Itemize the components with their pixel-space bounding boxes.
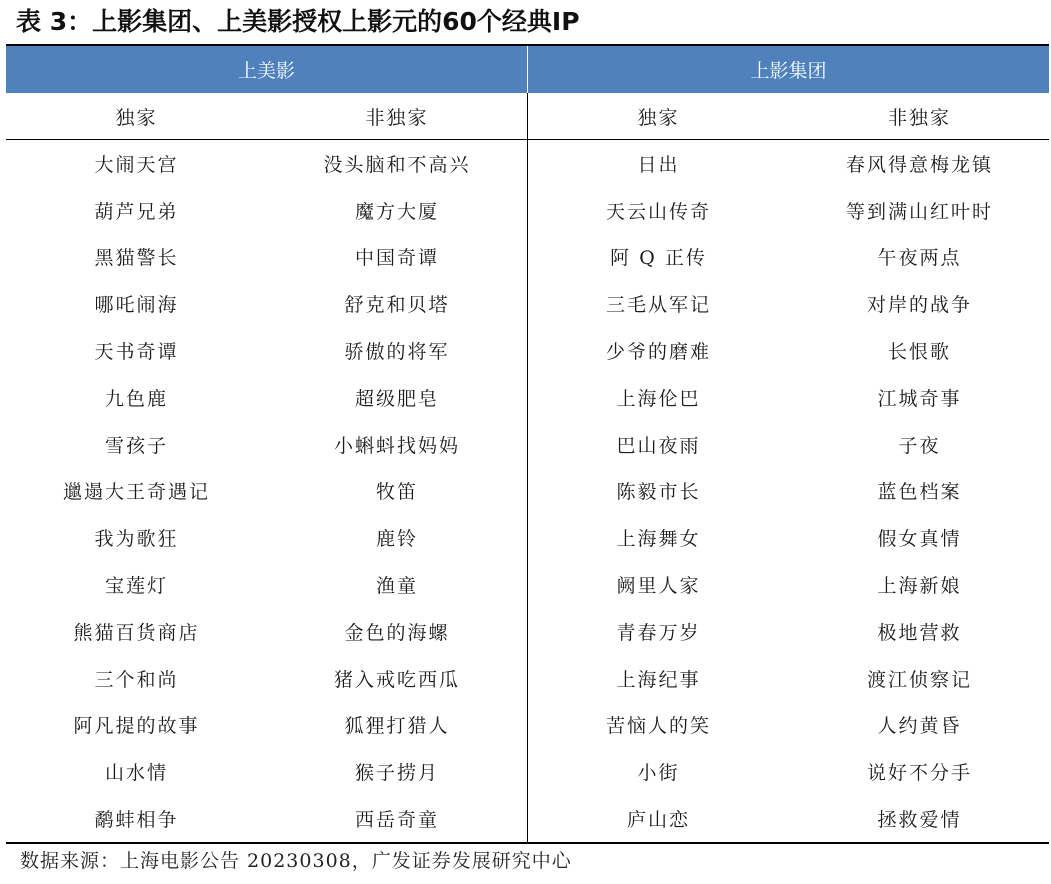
cell-exclusive-shangmeiying: 天书奇谭	[94, 341, 179, 364]
cell-exclusive-shangmeiying: 我为歌狂	[94, 528, 179, 551]
cell-exclusive-shangying: 小街	[637, 762, 680, 785]
cell-exclusive-shangying: 上海舞女	[616, 528, 701, 551]
cell-exclusive-shangying: 阿 Q 正传	[610, 247, 707, 270]
cell-exclusive-shangying: 上海纪事	[616, 668, 701, 691]
table-row	[6, 421, 1049, 468]
subheader-exclusive-right: 独家	[637, 106, 680, 129]
cell-exclusive-shangying: 巴山夜雨	[616, 434, 701, 457]
cell-exclusive-shangying: 陈毅市长	[616, 481, 701, 504]
cell-exclusive-shangmeiying: 熊猫百货商店	[73, 621, 200, 644]
table-body	[6, 140, 1049, 842]
cell-nonexclusive-shangying: 人约黄昏	[877, 715, 962, 738]
cell-exclusive-shangmeiying: 鹬蚌相争	[94, 809, 179, 832]
cell-nonexclusive-shangmeiying: 舒克和贝塔	[267, 280, 528, 327]
table-row	[6, 702, 1049, 749]
table-row	[6, 795, 1049, 842]
cell-exclusive-shangying: 三毛从军记	[605, 294, 711, 317]
cell-exclusive-shangmeiying: 邋遢大王奇遇记	[62, 481, 210, 504]
cell-nonexclusive-shangmeiying: 中国奇谭	[267, 234, 528, 281]
cell-exclusive-shangmeiying: 雪孩子	[104, 434, 168, 457]
cell-nonexclusive-shangying: 长恨歌	[887, 341, 951, 364]
cell-nonexclusive-shangying: 上海新娘	[877, 575, 962, 598]
table-row	[6, 561, 1049, 608]
group-header-shangying-group: 上影集团	[750, 60, 827, 82]
cell-nonexclusive-shangying: 假女真情	[877, 528, 962, 551]
cell-exclusive-shangying: 阙里人家	[616, 575, 701, 598]
cell-exclusive-shangmeiying: 哪吒闹海	[94, 294, 179, 317]
cell-nonexclusive-shangying: 对岸的战争	[866, 294, 972, 317]
cell-nonexclusive-shangying: 江城奇事	[877, 387, 962, 410]
table-row	[6, 514, 1049, 561]
subheader-nonexclusive-right: 非独家	[887, 106, 951, 129]
subheader-exclusive-left: 独家	[115, 106, 158, 129]
subheader-row	[6, 93, 1049, 140]
cell-exclusive-shangmeiying: 山水情	[104, 762, 168, 785]
table-row	[6, 748, 1049, 795]
source-note: 数据来源：上海电影公告 20230308，广发证券发展研究中心	[20, 850, 572, 872]
subheader-nonexclusive-left: 非独家	[267, 93, 528, 139]
table-row	[6, 280, 1049, 327]
ip-table	[6, 44, 1049, 844]
table-row	[6, 655, 1049, 702]
cell-exclusive-shangmeiying: 宝莲灯	[104, 575, 168, 598]
cell-nonexclusive-shangmeiying: 狐狸打猎人	[267, 702, 528, 749]
cell-exclusive-shangmeiying: 三个和尚	[94, 668, 179, 691]
cell-nonexclusive-shangmeiying: 超级肥皂	[267, 374, 528, 421]
cell-exclusive-shangying: 少爷的磨难	[605, 341, 711, 364]
table-bottom-rule	[6, 842, 1049, 844]
cell-exclusive-shangying: 庐山恋	[626, 809, 690, 832]
cell-exclusive-shangying: 苦恼人的笑	[605, 715, 711, 738]
cell-nonexclusive-shangmeiying: 渔童	[267, 561, 528, 608]
cell-exclusive-shangmeiying: 黑猫警长	[94, 247, 179, 270]
cell-nonexclusive-shangying: 拯救爱情	[877, 809, 962, 832]
cell-nonexclusive-shangmeiying: 西岳奇童	[267, 795, 528, 842]
table-row	[6, 327, 1049, 374]
cell-nonexclusive-shangying: 子夜	[898, 434, 941, 457]
table-title: 表 3：上影集团、上美影授权上影元的60个经典IP	[16, 7, 580, 36]
cell-nonexclusive-shangying: 渡江侦察记	[866, 668, 972, 691]
cell-exclusive-shangmeiying: 阿凡提的故事	[73, 715, 200, 738]
group-header-shangmeiying: 上美影	[6, 46, 528, 93]
cell-nonexclusive-shangmeiying: 猴子捞月	[267, 748, 528, 795]
table-row	[6, 140, 1049, 187]
cell-nonexclusive-shangmeiying: 骄傲的将军	[267, 327, 528, 374]
cell-nonexclusive-shangying: 极地营救	[877, 621, 962, 644]
cell-nonexclusive-shangmeiying: 没头脑和不高兴	[267, 140, 528, 187]
cell-exclusive-shangying: 日出	[637, 153, 680, 176]
table-row	[6, 608, 1049, 655]
cell-exclusive-shangying: 天云山传奇	[605, 200, 711, 223]
cell-nonexclusive-shangying: 等到满山红叶时	[845, 200, 993, 223]
cell-exclusive-shangying: 青春万岁	[616, 621, 701, 644]
cell-nonexclusive-shangmeiying: 猪入戒吃西瓜	[267, 655, 528, 702]
cell-exclusive-shangmeiying: 葫芦兄弟	[94, 200, 179, 223]
group-header-row	[6, 46, 1049, 93]
cell-nonexclusive-shangmeiying: 牧笛	[267, 468, 528, 515]
cell-nonexclusive-shangmeiying: 鹿铃	[267, 514, 528, 561]
table-row	[6, 374, 1049, 421]
cell-nonexclusive-shangmeiying: 魔方大厦	[267, 187, 528, 234]
cell-nonexclusive-shangying: 蓝色档案	[877, 481, 962, 504]
cell-nonexclusive-shangying: 午夜两点	[877, 247, 962, 270]
cell-nonexclusive-shangying: 说好不分手	[866, 762, 972, 785]
cell-exclusive-shangmeiying: 大闹天宫	[94, 153, 179, 176]
table-row	[6, 187, 1049, 234]
cell-nonexclusive-shangmeiying: 小蝌蚪找妈妈	[267, 421, 528, 468]
cell-exclusive-shangying: 上海伦巴	[616, 387, 701, 410]
cell-nonexclusive-shangmeiying: 金色的海螺	[267, 608, 528, 655]
table-row	[6, 468, 1049, 515]
cell-exclusive-shangmeiying: 九色鹿	[104, 387, 168, 410]
cell-nonexclusive-shangying: 春风得意梅龙镇	[845, 153, 993, 176]
table-row	[6, 234, 1049, 281]
